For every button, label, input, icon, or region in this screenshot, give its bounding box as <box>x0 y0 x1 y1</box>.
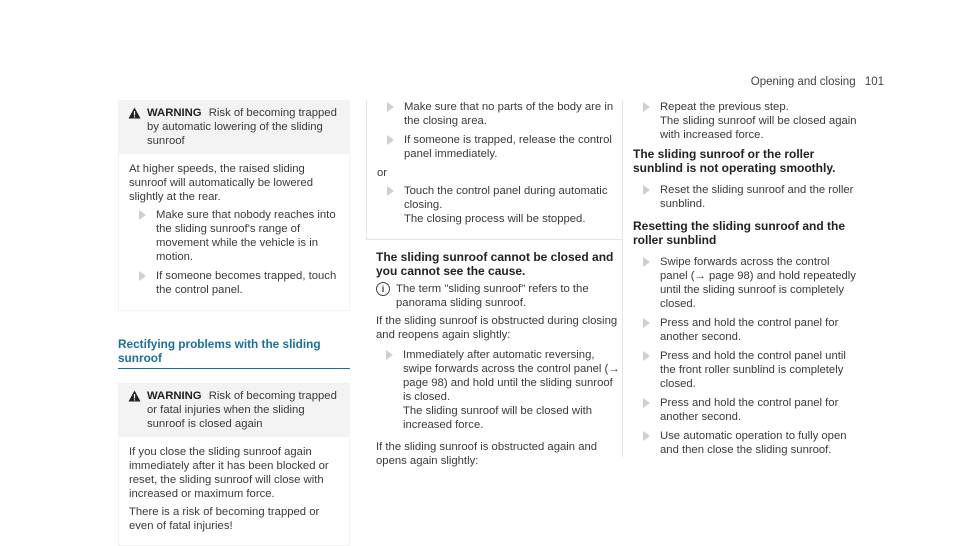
step-text: Make sure that no parts of the body are in the closing area. <box>404 101 614 127</box>
step-item <box>377 184 622 226</box>
step-item <box>376 348 622 432</box>
header-title: Opening and closing <box>750 76 856 88</box>
step-text: Immediately after automatic reversing, swipe forwards across the control panel (→ page 98) and hold until the sliding sunroof is closed. <box>403 349 620 403</box>
warning-body-1 <box>118 154 350 311</box>
section-title: Rectifying problems with the sliding sunroof <box>118 337 350 369</box>
step-item <box>377 100 622 128</box>
step-item <box>633 100 858 142</box>
warning-text: Risk of becoming trapped or fatal injuries when the sliding sunroof is closed again <box>147 390 337 430</box>
step-arrow-icon <box>387 102 394 112</box>
step-text: If someone is trapped, release the control panel immediately. <box>404 134 612 160</box>
problem-heading: The sliding sunroof or the roller sunblind is not operating smoothly. <box>633 147 836 175</box>
step-text: Use automatic operation to fully open and then close the sliding sunroof. <box>660 430 847 456</box>
step-arrow-icon <box>387 186 394 196</box>
step-item <box>633 396 858 424</box>
paragraph: If the sliding sunroof is obstructed again and opens again slightly: <box>376 441 598 467</box>
step-item <box>633 316 858 344</box>
step-text: Swipe forwards across the control panel (→ page 98) and hold repeatedly until the sliding sunroof is completely closed. <box>660 256 856 310</box>
step-arrow-icon <box>386 350 393 360</box>
step-item <box>129 269 341 297</box>
or-label: or <box>377 167 388 179</box>
step-arrow-icon <box>643 351 650 361</box>
step-text: Reset the sliding sunroof and the roller sunblind. <box>660 184 854 210</box>
warning-triangle-icon <box>128 107 141 119</box>
step-text: Press and hold the control panel for another second. <box>660 397 839 423</box>
column-3-content <box>622 100 858 457</box>
step-text: Make sure that nobody reaches into the sliding sunroof's range of movement while the vehicle is in motion. <box>156 209 336 263</box>
step-item <box>633 255 858 311</box>
warning-box-2 <box>118 383 350 437</box>
warning-triangle-icon <box>128 390 141 402</box>
step-arrow-icon <box>139 210 146 220</box>
warning-paragraph: If you close the sliding sunroof again immediately after it has been blocked or reset, the sliding sunroof will close with increased or maximum force. <box>129 446 329 500</box>
step-text: If someone becomes trapped, touch the control panel. <box>156 270 337 296</box>
warning-title: WARNING <box>147 107 202 119</box>
problem-section <box>366 250 622 468</box>
step-item <box>633 429 858 457</box>
step-arrow-icon <box>643 257 650 267</box>
warning-box-1 <box>118 100 350 154</box>
step-item <box>129 208 341 264</box>
warning-title: WARNING <box>147 390 202 402</box>
warning-text: Risk of becoming trapped by automatic lowering of the sliding sunroof <box>147 107 337 147</box>
step-text: Touch the control panel during automatic closing. <box>404 185 608 211</box>
step-arrow-icon <box>139 271 146 281</box>
info-icon: i <box>376 282 390 296</box>
step-result: The sliding sunroof will be closed with increased force. <box>403 405 593 431</box>
continued-warning-steps <box>366 100 622 240</box>
step-item <box>633 183 858 211</box>
step-arrow-icon <box>643 431 650 441</box>
warning-body-2 <box>118 437 350 546</box>
note-text: The term "sliding sunroof" refers to the panorama sliding sunroof. <box>396 283 589 309</box>
step-item <box>633 349 858 391</box>
column-3 <box>622 100 858 462</box>
step-text: Press and hold the control panel for another second. <box>660 317 839 343</box>
warning-paragraph: There is a risk of becoming trapped or even of fatal injuries! <box>129 506 320 532</box>
note <box>376 282 622 310</box>
page-number: 101 <box>864 76 884 88</box>
column-2 <box>366 100 622 472</box>
column-1 <box>118 100 350 546</box>
step-arrow-icon <box>643 185 650 195</box>
step-arrow-icon <box>387 135 394 145</box>
step-arrow-icon <box>643 318 650 328</box>
warning-paragraph: At higher speeds, the raised sliding sunroof will automatically be lowered slightly at the rear. <box>129 163 313 203</box>
step-text: Press and hold the control panel until the front roller sunblind is completely closed. <box>660 350 846 390</box>
step-arrow-icon <box>643 102 650 112</box>
step-text: Repeat the previous step. <box>660 101 789 113</box>
problem-heading: The sliding sunroof cannot be closed and you cannot see the cause. <box>376 250 614 278</box>
step-arrow-icon <box>643 398 650 408</box>
step-result: The closing process will be stopped. <box>404 213 586 225</box>
paragraph: If the sliding sunroof is obstructed during closing and reopens again slightly: <box>376 315 618 341</box>
page-header <box>751 75 884 89</box>
step-item <box>377 133 622 161</box>
step-result: The sliding sunroof will be closed again with increased force. <box>660 115 857 141</box>
procedure-heading: Resetting the sliding sunroof and the roller sunblind <box>633 219 846 247</box>
